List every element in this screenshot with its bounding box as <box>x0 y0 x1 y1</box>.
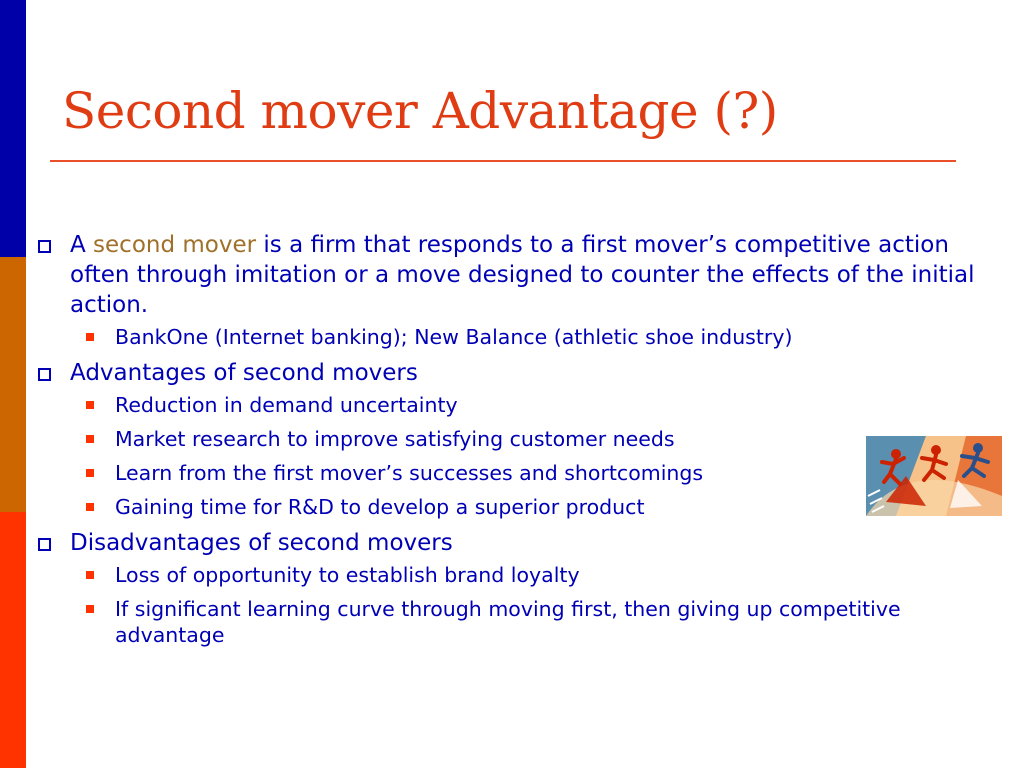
filled-square-bullet-icon <box>86 401 94 409</box>
bullet-prefix: A <box>70 232 94 258</box>
filled-square-bullet-icon <box>86 435 94 443</box>
sub-bullet-text: BankOne (Internet banking); New Balance (athletic shoe industry) <box>115 325 793 349</box>
bullet-item-disadvantages <box>30 528 990 558</box>
sub-bullet-text: Market research to improve satisfying customer needs <box>115 427 675 451</box>
filled-square-bullet-icon <box>86 469 94 477</box>
bar-segment-red <box>0 512 26 768</box>
title-underline <box>50 160 956 162</box>
sub-bullet-item <box>30 596 990 648</box>
hollow-square-bullet-icon <box>38 368 51 381</box>
sub-bullet-item <box>30 562 990 588</box>
bullet-list <box>30 230 990 656</box>
filled-square-bullet-icon <box>86 503 94 511</box>
sub-bullet-text: Gaining time for R&D to develop a superior product <box>115 495 645 519</box>
sub-bullet-item <box>30 392 990 418</box>
hollow-square-bullet-icon <box>38 538 51 551</box>
bullet-text: Disadvantages of second movers <box>70 530 453 556</box>
sub-bullet-text: Reduction in demand uncertainty <box>115 393 458 417</box>
highlight-term: second mover <box>93 232 257 258</box>
sub-bullet-text: If significant learning curve through moving first, then giving up competitive advantage <box>115 597 901 647</box>
filled-square-bullet-icon <box>86 333 94 341</box>
sub-bullet-item <box>30 324 990 350</box>
sub-bullet-item <box>30 460 990 486</box>
slide-title: Second mover Advantage (?) <box>62 82 778 140</box>
hollow-square-bullet-icon <box>38 240 51 253</box>
bullet-item-advantages <box>30 358 990 388</box>
filled-square-bullet-icon <box>86 605 94 613</box>
sub-bullet-text: Learn from the first mover’s successes and shortcomings <box>115 461 704 485</box>
left-color-bar <box>0 0 26 768</box>
sub-bullet-item <box>30 494 990 520</box>
sub-bullet-item <box>30 426 990 452</box>
sub-bullet-text: Loss of opportunity to establish brand loyalty <box>115 563 580 587</box>
filled-square-bullet-icon <box>86 571 94 579</box>
bullet-text: Advantages of second movers <box>70 360 418 386</box>
bar-segment-blue <box>0 0 26 257</box>
bullet-item-second-mover <box>30 230 990 320</box>
bar-segment-orange <box>0 257 26 512</box>
racing-figures-clipart-icon <box>866 436 1002 516</box>
bullet-suffix: is a firm that responds to a first mover’s competitive action often through imitation or a move designed to counter the effects of the initial action. <box>70 232 975 318</box>
